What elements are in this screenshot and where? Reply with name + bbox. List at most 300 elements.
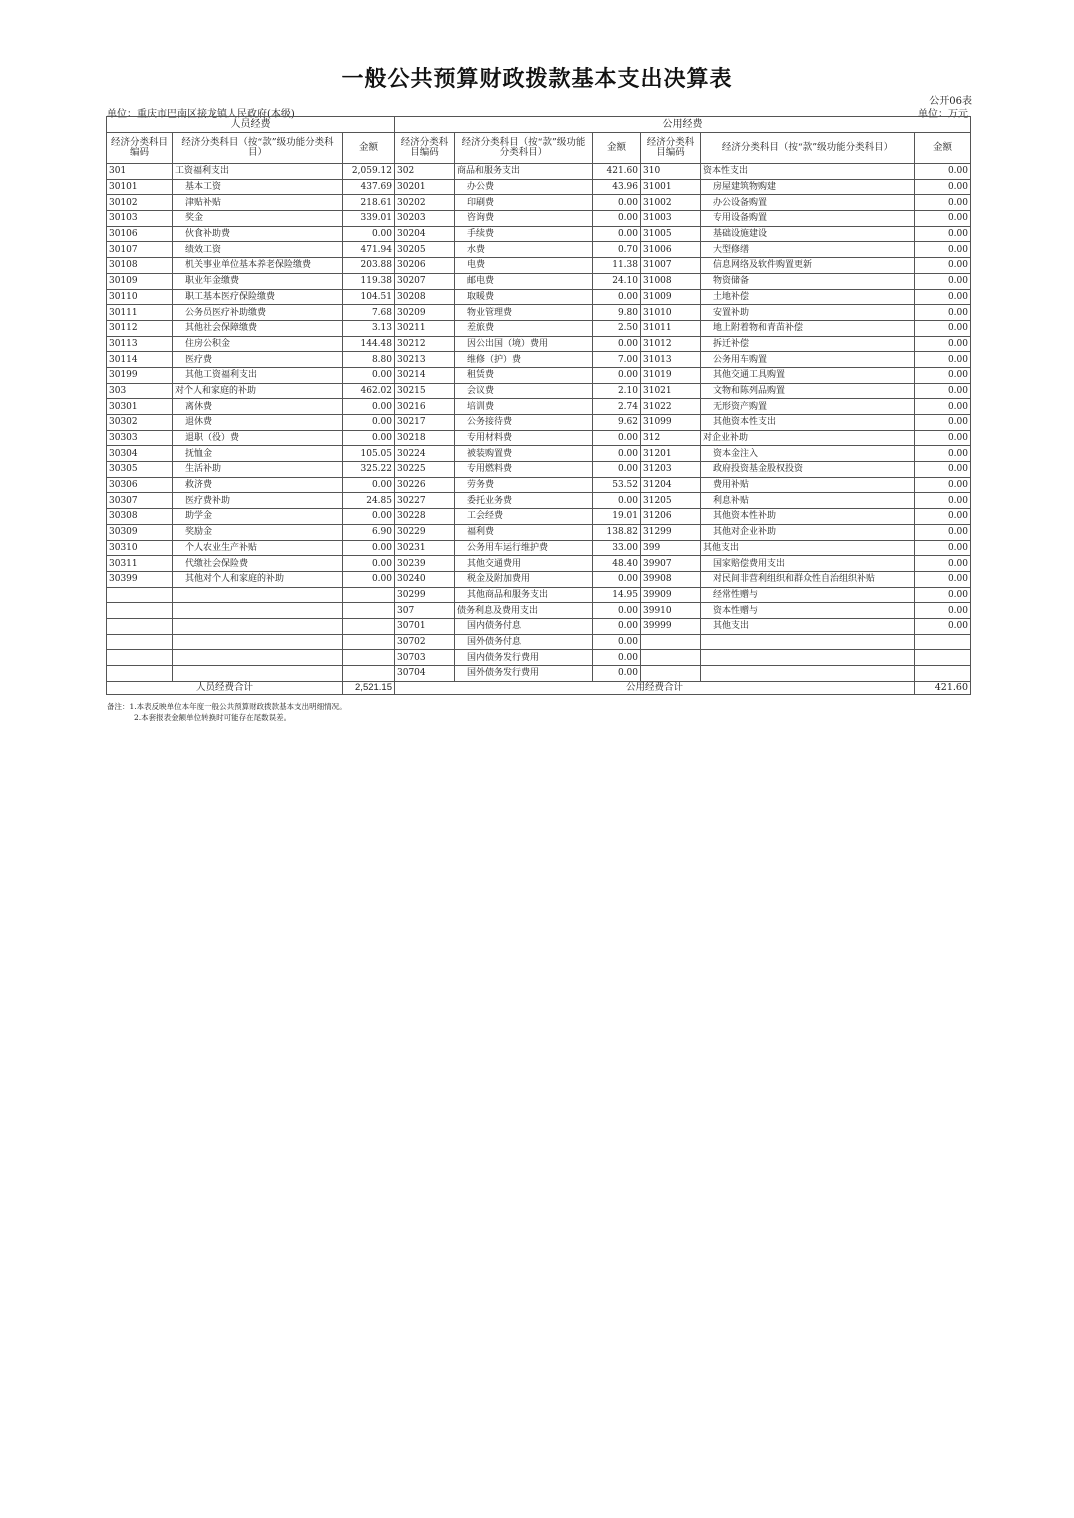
name-cell: 退休费	[173, 415, 343, 431]
amount-cell: 0.00	[915, 179, 971, 195]
name-cell: 公务员医疗补助缴费	[173, 305, 343, 321]
page-title: 一般公共预算财政拨款基本支出决算表	[341, 66, 733, 92]
amount-cell: 48.40	[593, 556, 641, 572]
code-cell: 30101	[107, 179, 173, 195]
name-cell: 差旅费	[455, 320, 593, 336]
code-cell: 30106	[107, 226, 173, 242]
name-cell: 资本性赠与	[701, 603, 915, 619]
public-total-label: 公用经费合计	[395, 681, 915, 694]
amount-cell: 6.90	[343, 524, 395, 540]
amount-cell: 14.95	[593, 587, 641, 603]
code-cell: 30216	[395, 399, 455, 415]
name-cell: 维修（护）费	[455, 352, 593, 368]
table-row	[107, 477, 971, 493]
code-cell: 30226	[395, 477, 455, 493]
name-cell: 专用设备购置	[701, 211, 915, 227]
amount-cell: 0.00	[593, 650, 641, 666]
code-cell: 31008	[641, 273, 701, 289]
amount-cell: 33.00	[593, 540, 641, 556]
col-name-personnel: 经济分类科目（按“款”级功能分类科目）	[173, 133, 343, 164]
code-cell: 39909	[641, 587, 701, 603]
name-cell: 利息补贴	[701, 493, 915, 509]
amount-cell: 0.00	[915, 415, 971, 431]
code-cell: 301	[107, 164, 173, 180]
amount-cell: 0.00	[915, 571, 971, 587]
name-cell: 手续费	[455, 226, 593, 242]
name-cell: 经常性赠与	[701, 587, 915, 603]
code-cell: 30109	[107, 273, 173, 289]
name-cell: 其他资本性补助	[701, 509, 915, 525]
name-cell: 费用补贴	[701, 477, 915, 493]
amount-cell: 0.00	[343, 367, 395, 383]
amount-cell	[343, 618, 395, 634]
code-cell: 31206	[641, 509, 701, 525]
code-cell: 30299	[395, 587, 455, 603]
code-cell: 39999	[641, 618, 701, 634]
amount-cell: 43.96	[593, 179, 641, 195]
table-row	[107, 618, 971, 634]
table-row	[107, 571, 971, 587]
name-cell: 公务用车运行维护费	[455, 540, 593, 556]
amount-cell: 0.00	[915, 509, 971, 525]
code-cell: 31005	[641, 226, 701, 242]
amount-cell: 0.00	[915, 320, 971, 336]
code-cell: 31010	[641, 305, 701, 321]
amount-cell: 0.00	[343, 415, 395, 431]
name-cell: 其他交通费用	[455, 556, 593, 572]
code-cell: 30206	[395, 258, 455, 274]
code-cell: 30231	[395, 540, 455, 556]
code-cell: 31009	[641, 289, 701, 305]
amount-cell: 0.00	[593, 493, 641, 509]
name-cell: 绩效工资	[173, 242, 343, 258]
code-cell: 31002	[641, 195, 701, 211]
amount-cell: 0.00	[593, 430, 641, 446]
code-cell: 30308	[107, 509, 173, 525]
amount-cell	[343, 634, 395, 650]
name-cell: 抚恤金	[173, 446, 343, 462]
name-cell: 奖金	[173, 211, 343, 227]
table-row	[107, 336, 971, 352]
code-cell: 30108	[107, 258, 173, 274]
code-cell: 30112	[107, 320, 173, 336]
name-cell: 工资福利支出	[173, 164, 343, 180]
amount-cell	[343, 650, 395, 666]
amount-cell: 0.00	[915, 211, 971, 227]
amount-cell: 0.00	[593, 618, 641, 634]
amount-cell: 0.00	[915, 164, 971, 180]
code-cell	[641, 666, 701, 682]
name-cell: 津贴补贴	[173, 195, 343, 211]
name-cell: 咨询费	[455, 211, 593, 227]
code-cell: 30306	[107, 477, 173, 493]
name-cell: 资本金注入	[701, 446, 915, 462]
table-row	[107, 446, 971, 462]
name-cell: 房屋建筑物购建	[701, 179, 915, 195]
table-row	[107, 587, 971, 603]
table-row	[107, 524, 971, 540]
name-cell: 代缴社会保险费	[173, 556, 343, 572]
code-cell: 30302	[107, 415, 173, 431]
name-cell: 文物和陈列品购置	[701, 383, 915, 399]
code-cell: 307	[395, 603, 455, 619]
notes	[107, 701, 347, 723]
col-amount-public-right: 金额	[915, 133, 971, 164]
name-cell: 办公费	[455, 179, 593, 195]
code-cell: 30111	[107, 305, 173, 321]
table-row	[107, 305, 971, 321]
code-cell	[107, 603, 173, 619]
name-cell: 因公出国（境）费用	[455, 336, 593, 352]
code-cell: 31019	[641, 367, 701, 383]
amount-cell: 24.85	[343, 493, 395, 509]
amount-cell: 462.02	[343, 383, 395, 399]
col-code-public-right: 经济分类科目编码	[641, 133, 701, 164]
col-code-public-mid: 经济分类科目编码	[395, 133, 455, 164]
code-cell: 30305	[107, 462, 173, 478]
table-row	[107, 258, 971, 274]
amount-cell: 325.22	[343, 462, 395, 478]
name-cell	[173, 666, 343, 682]
amount-cell: 0.00	[593, 446, 641, 462]
amount-cell: 0.00	[915, 430, 971, 446]
amount-cell: 0.00	[343, 540, 395, 556]
amount-cell: 0.00	[915, 195, 971, 211]
name-cell: 其他资本性支出	[701, 415, 915, 431]
amount-cell: 0.00	[593, 571, 641, 587]
code-cell	[107, 618, 173, 634]
table-row	[107, 179, 971, 195]
name-cell: 培训费	[455, 399, 593, 415]
code-cell: 30204	[395, 226, 455, 242]
code-cell	[107, 634, 173, 650]
code-cell: 399	[641, 540, 701, 556]
table-row	[107, 415, 971, 431]
name-cell: 电费	[455, 258, 593, 274]
name-cell: 办公设备购置	[701, 195, 915, 211]
code-cell: 30704	[395, 666, 455, 682]
name-cell: 其他商品和服务支出	[455, 587, 593, 603]
code-cell: 30240	[395, 571, 455, 587]
name-cell	[173, 634, 343, 650]
col-amount-public-mid: 金额	[593, 133, 641, 164]
name-cell: 资本性支出	[701, 164, 915, 180]
name-cell: 被装购置费	[455, 446, 593, 462]
amount-cell: 0.00	[915, 462, 971, 478]
amount-cell: 0.00	[915, 556, 971, 572]
name-cell: 奖励金	[173, 524, 343, 540]
name-cell	[701, 650, 915, 666]
table-row	[107, 164, 971, 180]
table-row	[107, 226, 971, 242]
amount-cell: 0.00	[343, 509, 395, 525]
amount-cell: 0.00	[915, 226, 971, 242]
table-row	[107, 320, 971, 336]
code-cell: 30217	[395, 415, 455, 431]
code-cell: 30207	[395, 273, 455, 289]
name-cell: 国家赔偿费用支出	[701, 556, 915, 572]
code-cell: 30311	[107, 556, 173, 572]
amount-cell: 138.82	[593, 524, 641, 540]
col-name-public-right: 经济分类科目（按“款”级功能分类科目）	[701, 133, 915, 164]
code-cell: 30107	[107, 242, 173, 258]
name-cell: 国外债务付息	[455, 634, 593, 650]
code-cell: 31201	[641, 446, 701, 462]
table-row	[107, 509, 971, 525]
name-cell: 物资储备	[701, 273, 915, 289]
amount-cell: 9.62	[593, 415, 641, 431]
note-1: 备注：1.本表反映单位本年度一般公共预算财政拨款基本支出明细情况。	[107, 702, 347, 711]
note-2: 2.本套报表金额单位转换时可能存在尾数误差。	[134, 713, 292, 722]
code-cell: 30229	[395, 524, 455, 540]
table-row	[107, 195, 971, 211]
table-row	[107, 399, 971, 415]
name-cell: 国外债务发行费用	[455, 666, 593, 682]
name-cell: 基础设施建设	[701, 226, 915, 242]
code-cell: 30209	[395, 305, 455, 321]
form-number: 公开06表	[929, 96, 972, 107]
code-cell: 31003	[641, 211, 701, 227]
table-row	[107, 383, 971, 399]
name-cell: 国内债务付息	[455, 618, 593, 634]
amount-cell	[915, 666, 971, 682]
code-cell: 30201	[395, 179, 455, 195]
table-row	[107, 462, 971, 478]
code-cell: 30218	[395, 430, 455, 446]
amount-cell: 0.00	[915, 477, 971, 493]
table-row	[107, 211, 971, 227]
personnel-total-label: 人员经费合计	[107, 681, 343, 694]
name-cell: 离休费	[173, 399, 343, 415]
name-cell: 退职（役）费	[173, 430, 343, 446]
code-cell: 31099	[641, 415, 701, 431]
col-amount-personnel: 金额	[343, 133, 395, 164]
table-row	[107, 650, 971, 666]
amount-cell: 0.00	[915, 383, 971, 399]
table-row	[107, 666, 971, 682]
amount-cell: 7.00	[593, 352, 641, 368]
expenditure-table	[106, 116, 971, 695]
amount-cell: 0.00	[915, 352, 971, 368]
code-cell: 30199	[107, 367, 173, 383]
name-cell: 水费	[455, 242, 593, 258]
name-cell: 租赁费	[455, 367, 593, 383]
name-cell: 救济费	[173, 477, 343, 493]
code-cell	[107, 666, 173, 682]
code-cell: 31299	[641, 524, 701, 540]
amount-cell: 0.00	[343, 226, 395, 242]
code-cell: 31006	[641, 242, 701, 258]
amount-cell: 0.00	[343, 477, 395, 493]
col-code-personnel: 经济分类科目编码	[107, 133, 173, 164]
totals-row	[107, 681, 971, 694]
code-cell: 39910	[641, 603, 701, 619]
code-cell: 30224	[395, 446, 455, 462]
name-cell: 会议费	[455, 383, 593, 399]
code-cell: 31011	[641, 320, 701, 336]
name-cell: 助学金	[173, 509, 343, 525]
amount-cell: 203.88	[343, 258, 395, 274]
amount-cell: 0.00	[915, 336, 971, 352]
table-row	[107, 367, 971, 383]
code-cell	[107, 587, 173, 603]
amount-cell: 0.00	[915, 273, 971, 289]
table-row	[107, 273, 971, 289]
code-cell: 30239	[395, 556, 455, 572]
name-cell: 生活补助	[173, 462, 343, 478]
amount-cell: 0.00	[593, 211, 641, 227]
code-cell: 30301	[107, 399, 173, 415]
code-cell: 30310	[107, 540, 173, 556]
code-cell: 30309	[107, 524, 173, 540]
code-cell: 30102	[107, 195, 173, 211]
name-cell: 土地补偿	[701, 289, 915, 305]
code-cell: 30212	[395, 336, 455, 352]
name-cell: 邮电费	[455, 273, 593, 289]
code-cell: 31013	[641, 352, 701, 368]
amount-cell: 0.00	[593, 603, 641, 619]
name-cell	[173, 603, 343, 619]
amount-cell: 0.00	[593, 462, 641, 478]
name-cell: 其他社会保障缴费	[173, 320, 343, 336]
amount-cell: 437.69	[343, 179, 395, 195]
amount-cell: 2.10	[593, 383, 641, 399]
name-cell: 劳务费	[455, 477, 593, 493]
name-cell: 国内债务发行费用	[455, 650, 593, 666]
amount-cell: 0.00	[915, 493, 971, 509]
code-cell: 30211	[395, 320, 455, 336]
amount-cell: 8.80	[343, 352, 395, 368]
code-cell: 30114	[107, 352, 173, 368]
name-cell: 物业管理费	[455, 305, 593, 321]
code-cell: 30701	[395, 618, 455, 634]
code-cell: 30399	[107, 571, 173, 587]
name-cell: 无形资产购置	[701, 399, 915, 415]
name-cell: 福利费	[455, 524, 593, 540]
public-group-header: 公用经费	[395, 117, 971, 133]
code-cell: 30113	[107, 336, 173, 352]
amount-cell: 2,059.12	[343, 164, 395, 180]
name-cell: 工会经费	[455, 509, 593, 525]
amount-cell: 2.50	[593, 320, 641, 336]
unit-money: 单位：万元	[918, 109, 968, 120]
amount-cell	[343, 587, 395, 603]
amount-cell: 0.00	[593, 336, 641, 352]
amount-cell: 53.52	[593, 477, 641, 493]
name-cell: 医疗费	[173, 352, 343, 368]
code-cell: 303	[107, 383, 173, 399]
code-cell: 31205	[641, 493, 701, 509]
name-cell: 公务用车购置	[701, 352, 915, 368]
amount-cell: 144.48	[343, 336, 395, 352]
code-cell: 31007	[641, 258, 701, 274]
amount-cell: 7.68	[343, 305, 395, 321]
amount-cell: 0.00	[915, 540, 971, 556]
code-cell: 31203	[641, 462, 701, 478]
code-cell: 30110	[107, 289, 173, 305]
code-cell: 30202	[395, 195, 455, 211]
name-cell: 专用燃料费	[455, 462, 593, 478]
amount-cell: 0.00	[593, 195, 641, 211]
table-row	[107, 242, 971, 258]
code-cell: 30103	[107, 211, 173, 227]
amount-cell: 471.94	[343, 242, 395, 258]
amount-cell: 105.05	[343, 446, 395, 462]
amount-cell: 0.00	[593, 666, 641, 682]
amount-cell: 11.38	[593, 258, 641, 274]
amount-cell: 0.00	[343, 430, 395, 446]
name-cell: 印刷费	[455, 195, 593, 211]
amount-cell: 2.74	[593, 399, 641, 415]
code-cell: 302	[395, 164, 455, 180]
name-cell: 其他支出	[701, 618, 915, 634]
amount-cell: 0.00	[915, 289, 971, 305]
code-cell: 310	[641, 164, 701, 180]
name-cell: 大型修缮	[701, 242, 915, 258]
name-cell: 委托业务费	[455, 493, 593, 509]
amount-cell: 0.00	[915, 258, 971, 274]
name-cell: 拆迁补偿	[701, 336, 915, 352]
name-cell: 其他对企业补助	[701, 524, 915, 540]
code-cell: 30203	[395, 211, 455, 227]
amount-cell: 9.80	[593, 305, 641, 321]
name-cell: 地上附着物和青苗补偿	[701, 320, 915, 336]
amount-cell: 0.00	[593, 226, 641, 242]
amount-cell	[343, 666, 395, 682]
name-cell: 安置补助	[701, 305, 915, 321]
personnel-group-header: 人员经费	[107, 117, 395, 133]
personnel-total-value: 2,521.15	[343, 681, 395, 694]
name-cell: 信息网络及软件购置更新	[701, 258, 915, 274]
name-cell: 基本工资	[173, 179, 343, 195]
table-row	[107, 540, 971, 556]
code-cell: 30215	[395, 383, 455, 399]
amount-cell: 0.00	[915, 399, 971, 415]
amount-cell: 24.10	[593, 273, 641, 289]
name-cell: 医疗费补助	[173, 493, 343, 509]
name-cell: 取暖费	[455, 289, 593, 305]
amount-cell: 3.13	[343, 320, 395, 336]
name-cell	[701, 634, 915, 650]
name-cell: 其他工资福利支出	[173, 367, 343, 383]
code-cell: 39908	[641, 571, 701, 587]
amount-cell: 218.61	[343, 195, 395, 211]
amount-cell: 0.00	[593, 367, 641, 383]
code-cell	[107, 650, 173, 666]
name-cell: 其他对个人和家庭的补助	[173, 571, 343, 587]
code-cell: 31022	[641, 399, 701, 415]
name-cell: 职工基本医疗保险缴费	[173, 289, 343, 305]
name-cell: 公务接待费	[455, 415, 593, 431]
code-cell: 30227	[395, 493, 455, 509]
name-cell: 对民间非营利组织和群众性自治组织补贴	[701, 571, 915, 587]
name-cell	[701, 666, 915, 682]
table-row	[107, 634, 971, 650]
name-cell: 专用材料费	[455, 430, 593, 446]
code-cell: 30214	[395, 367, 455, 383]
name-cell: 职业年金缴费	[173, 273, 343, 289]
code-cell: 30307	[107, 493, 173, 509]
amount-cell: 0.00	[915, 524, 971, 540]
code-cell: 30213	[395, 352, 455, 368]
amount-cell	[915, 650, 971, 666]
table-row	[107, 556, 971, 572]
unit-organization: 单位：重庆市巴南区接龙镇人民政府(本级)	[107, 109, 295, 120]
table-row	[107, 603, 971, 619]
public-total-value: 421.60	[915, 681, 971, 694]
amount-cell: 119.38	[343, 273, 395, 289]
name-cell	[173, 618, 343, 634]
